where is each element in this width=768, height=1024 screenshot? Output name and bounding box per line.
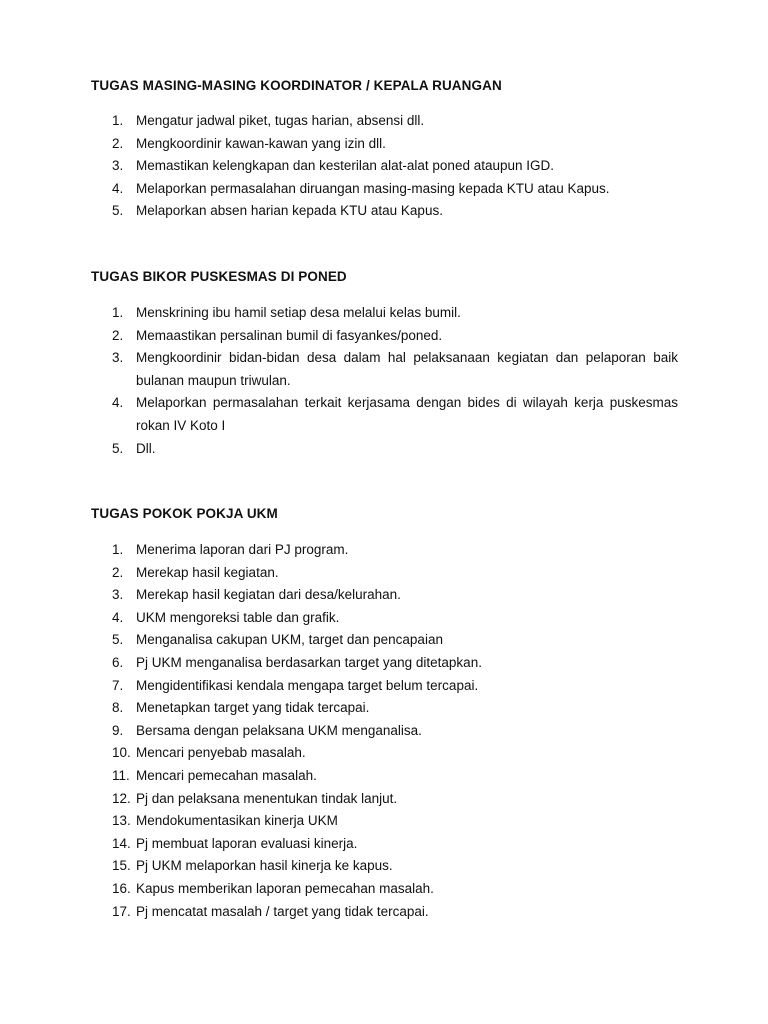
task-list	[91, 539, 678, 923]
task-list	[91, 110, 678, 223]
list-item	[91, 878, 678, 901]
list-item-text: Pj UKM melaporkan hasil kinerja ke kapus.	[136, 858, 393, 874]
list-item-number: 1.	[112, 305, 124, 320]
list-item-text: Melaporkan permasalahan terkait kerjasama dengan bides di wilayah kerja puskesmas rokan IV Koto I	[136, 395, 678, 433]
list-item-text: UKM mengoreksi table dan grafik.	[136, 609, 340, 625]
list-item-number: 4.	[112, 609, 124, 625]
list-item-number: 3.	[112, 350, 124, 366]
section-title: TUGAS MASING-MASING KOORDINATOR / KEPALA RUANGAN	[91, 78, 502, 93]
list-item	[91, 392, 678, 437]
list-item-text: Mengidentifikasi kendala mengapa target belum tercapai.	[136, 677, 479, 693]
list-item	[91, 325, 678, 348]
list-item-number: 8.	[112, 700, 124, 716]
list-item-number: 5.	[112, 632, 124, 648]
list-item-number: 7.	[112, 677, 124, 693]
list-item-text: Menganalisa cakupan UKM, target dan pencapaian	[136, 632, 443, 648]
list-item-text: Melaporkan permasalahan diruangan masing-masing kepada KTU atau Kapus.	[136, 180, 610, 196]
list-item	[91, 629, 678, 652]
list-item-text: Menerima laporan dari PJ program.	[136, 542, 349, 557]
list-item	[91, 652, 678, 675]
list-item-number: 4.	[112, 180, 124, 196]
list-item-number: 5.	[112, 203, 124, 219]
list-item	[91, 133, 678, 156]
list-item-text: Pj UKM menganalisa berdasarkan target yang ditetapkan.	[136, 654, 482, 670]
list-item-text: Pj dan pelaksana menentukan tindak lanjut.	[136, 790, 398, 806]
list-item	[91, 833, 678, 856]
section-pokja-ukm	[91, 505, 678, 923]
list-item-text: Menetapkan target yang tidak tercapai.	[136, 700, 370, 716]
list-item	[91, 438, 678, 461]
list-item-number: 4.	[112, 395, 124, 411]
section-title: TUGAS BIKOR PUSKESMAS DI PONED	[91, 269, 347, 284]
section-title: TUGAS POKOK POKJA UKM	[91, 506, 278, 521]
list-item-number: 2.	[112, 135, 124, 151]
list-item-number: 2.	[112, 327, 124, 343]
list-item-text: Dll.	[136, 440, 156, 456]
list-item-number: 12.	[112, 790, 131, 806]
list-item-text: Mencari penyebab masalah.	[136, 745, 306, 761]
list-item	[91, 675, 678, 698]
section-bikor	[91, 268, 678, 460]
list-item	[91, 539, 678, 562]
list-item-text: Mengkoordinir kawan-kawan yang izin dll.	[136, 135, 386, 151]
list-item	[91, 810, 678, 833]
list-item-text: Melaporkan absen harian kepada KTU atau Kapus.	[136, 203, 443, 219]
list-item-number: 6.	[112, 654, 124, 670]
list-item	[91, 742, 678, 765]
list-item-number: 9.	[112, 722, 124, 738]
list-item-text: Bersama dengan pelaksana UKM menganalisa.	[136, 722, 422, 738]
list-item-text: Merekap hasil kegiatan dari desa/kelurahan.	[136, 587, 401, 603]
list-item-number: 3.	[112, 587, 124, 603]
list-item-number: 3.	[112, 158, 124, 174]
list-item	[91, 901, 678, 924]
list-item	[91, 584, 678, 607]
list-item	[91, 607, 678, 630]
list-item-text: Menskrining ibu hamil setiap desa melalui kelas bumil.	[136, 305, 461, 320]
list-item	[91, 178, 678, 201]
list-item-text: Memaastikan persalinan bumil di fasyankes/poned.	[136, 327, 443, 343]
list-item-text: Mengatur jadwal piket, tugas harian, absensi dll.	[136, 113, 425, 128]
list-item	[91, 110, 678, 133]
list-item-text: Mendokumentasikan kinerja UKM	[136, 813, 338, 829]
list-item	[91, 765, 678, 788]
list-item-text: Mencari pemecahan masalah.	[136, 767, 317, 783]
list-item-text: Kapus memberikan laporan pemecahan masalah.	[136, 880, 434, 896]
list-item	[91, 855, 678, 878]
list-item	[91, 788, 678, 811]
list-item-text: Mengkoordinir bidan-bidan desa dalam hal pelaksanaan kegiatan dan pelaporan baik bulanan maupun triwulan.	[136, 350, 678, 388]
list-item-number: 10.	[112, 745, 131, 761]
list-item	[91, 697, 678, 720]
list-item	[91, 200, 678, 223]
list-item-number: 14.	[112, 835, 131, 851]
section-koordinator	[91, 77, 678, 223]
list-item-text: Merekap hasil kegiatan.	[136, 564, 279, 580]
list-item-text: Pj mencatat masalah / target yang tidak tercapai.	[136, 903, 429, 919]
list-item	[91, 302, 678, 325]
list-item	[91, 562, 678, 585]
list-item	[91, 347, 678, 392]
list-item-number: 13.	[112, 813, 131, 829]
list-item-number: 1.	[112, 542, 124, 557]
list-item-number: 1.	[112, 113, 124, 128]
list-item	[91, 155, 678, 178]
list-item-number: 17.	[112, 903, 131, 919]
list-item-text: Pj membuat laporan evaluasi kinerja.	[136, 835, 358, 851]
task-list	[91, 302, 678, 460]
list-item-number: 16.	[112, 880, 131, 896]
list-item-number: 11.	[112, 767, 130, 783]
list-item-number: 2.	[112, 564, 124, 580]
list-item-text: Memastikan kelengkapan dan kesterilan alat-alat poned ataupun IGD.	[136, 158, 555, 174]
list-item	[91, 720, 678, 743]
list-item-number: 5.	[112, 440, 124, 456]
list-item-number: 15.	[112, 858, 131, 874]
